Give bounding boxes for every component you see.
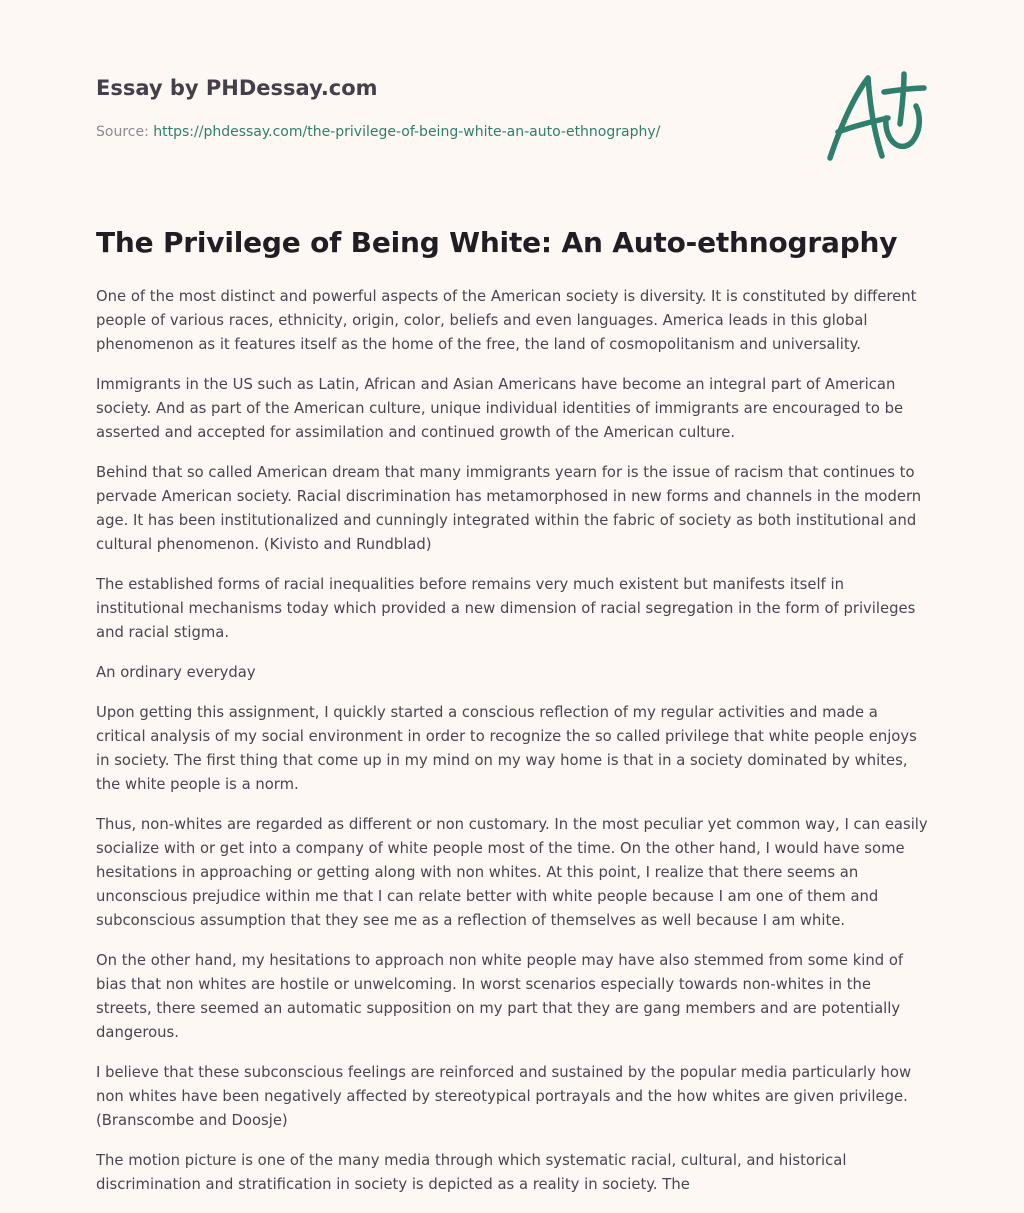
paragraph: The established forms of racial inequalities before remains very much existent but manifests itself in institutional mechanisms today which provided a new dimension of racial segregation in the form of privileges and racial stigma. [96, 576, 916, 641]
paragraph: Thus, non-whites are regarded as different or non customary. In the most peculiar yet common way, I can easily socialize with or get into a company of white people most of the time. On the other hand, I would have some hesitations in approaching or getting along with non whites. At this point, I realize that there seems an unconscious prejudice within me that I can relate better with white people because I am one of them and subconscious assumption that they see me as a reflection of themselves as well because I am white. [96, 816, 928, 929]
paragraph: The motion picture is one of the many media through which systematic racial, cultural, and historical discrimination and stratification in society is depicted as a reality in society. The [96, 1152, 847, 1193]
source-line [96, 124, 660, 140]
paragraph: Upon getting this assignment, I quickly started a conscious reflection of my regular activities and made a critical analysis of my social environment in order to recognize the so called privilege that white people enjoys in society. The first thing that come up in my mind on my way home is that in a society dominated by whites, the white people is a norm. [96, 704, 917, 793]
paragraph: One of the most distinct and powerful aspects of the American society is diversity. It is constituted by different people of various races, ethnicity, origin, color, beliefs and even languages. America leads in this global phenomenon as it features itself as the home of the free, the land of cosmopolitanism and universality. [96, 288, 917, 353]
paragraph: I believe that these subconscious feelings are reinforced and sustained by the popular media particularly how non whites have been negatively affected by stereotypical portrayals and the how whites are given privilege. (Branscombe and Doosje) [96, 1064, 912, 1129]
essay-body [96, 285, 928, 1213]
a-plus-icon [822, 66, 930, 166]
paragraph: Behind that so called American dream that many immigrants yearn for is the issue of racism that continues to pervade American society. Racial discrimination has metamorphosed in new forms and channels in the modern age. It has been institutionalized and cunningly integrated within the fabric of society as both institutional and cultural phenomenon. (Kivisto and Rundblad) [96, 464, 922, 553]
section-heading: An ordinary everyday [96, 664, 256, 681]
paragraph: On the other hand, my hesitations to approach non white people may have also stemmed from some kind of bias that non whites are hostile or unwelcoming. In worst scenarios especially towards non-whites in the streets, there seemed an automatic supposition on my part that they are gang members and are potentially dangerous. [96, 952, 904, 1041]
source-link[interactable]: https://phdessay.com/the-privilege-of-being-white-an-auto-ethnography/ [153, 124, 661, 140]
site-title: Essay by PHDessay.com [96, 76, 378, 100]
paragraph: Immigrants in the US such as Latin, African and Asian Americans have become an integral part of American society. And as part of the American culture, unique individual identities of immigrants are encouraged to be asserted and accepted for assimilation and continued growth of the American culture. [96, 376, 904, 441]
source-label: Source: [96, 124, 149, 140]
essay-title: The Privilege of Being White: An Auto-ethnography [96, 226, 898, 259]
